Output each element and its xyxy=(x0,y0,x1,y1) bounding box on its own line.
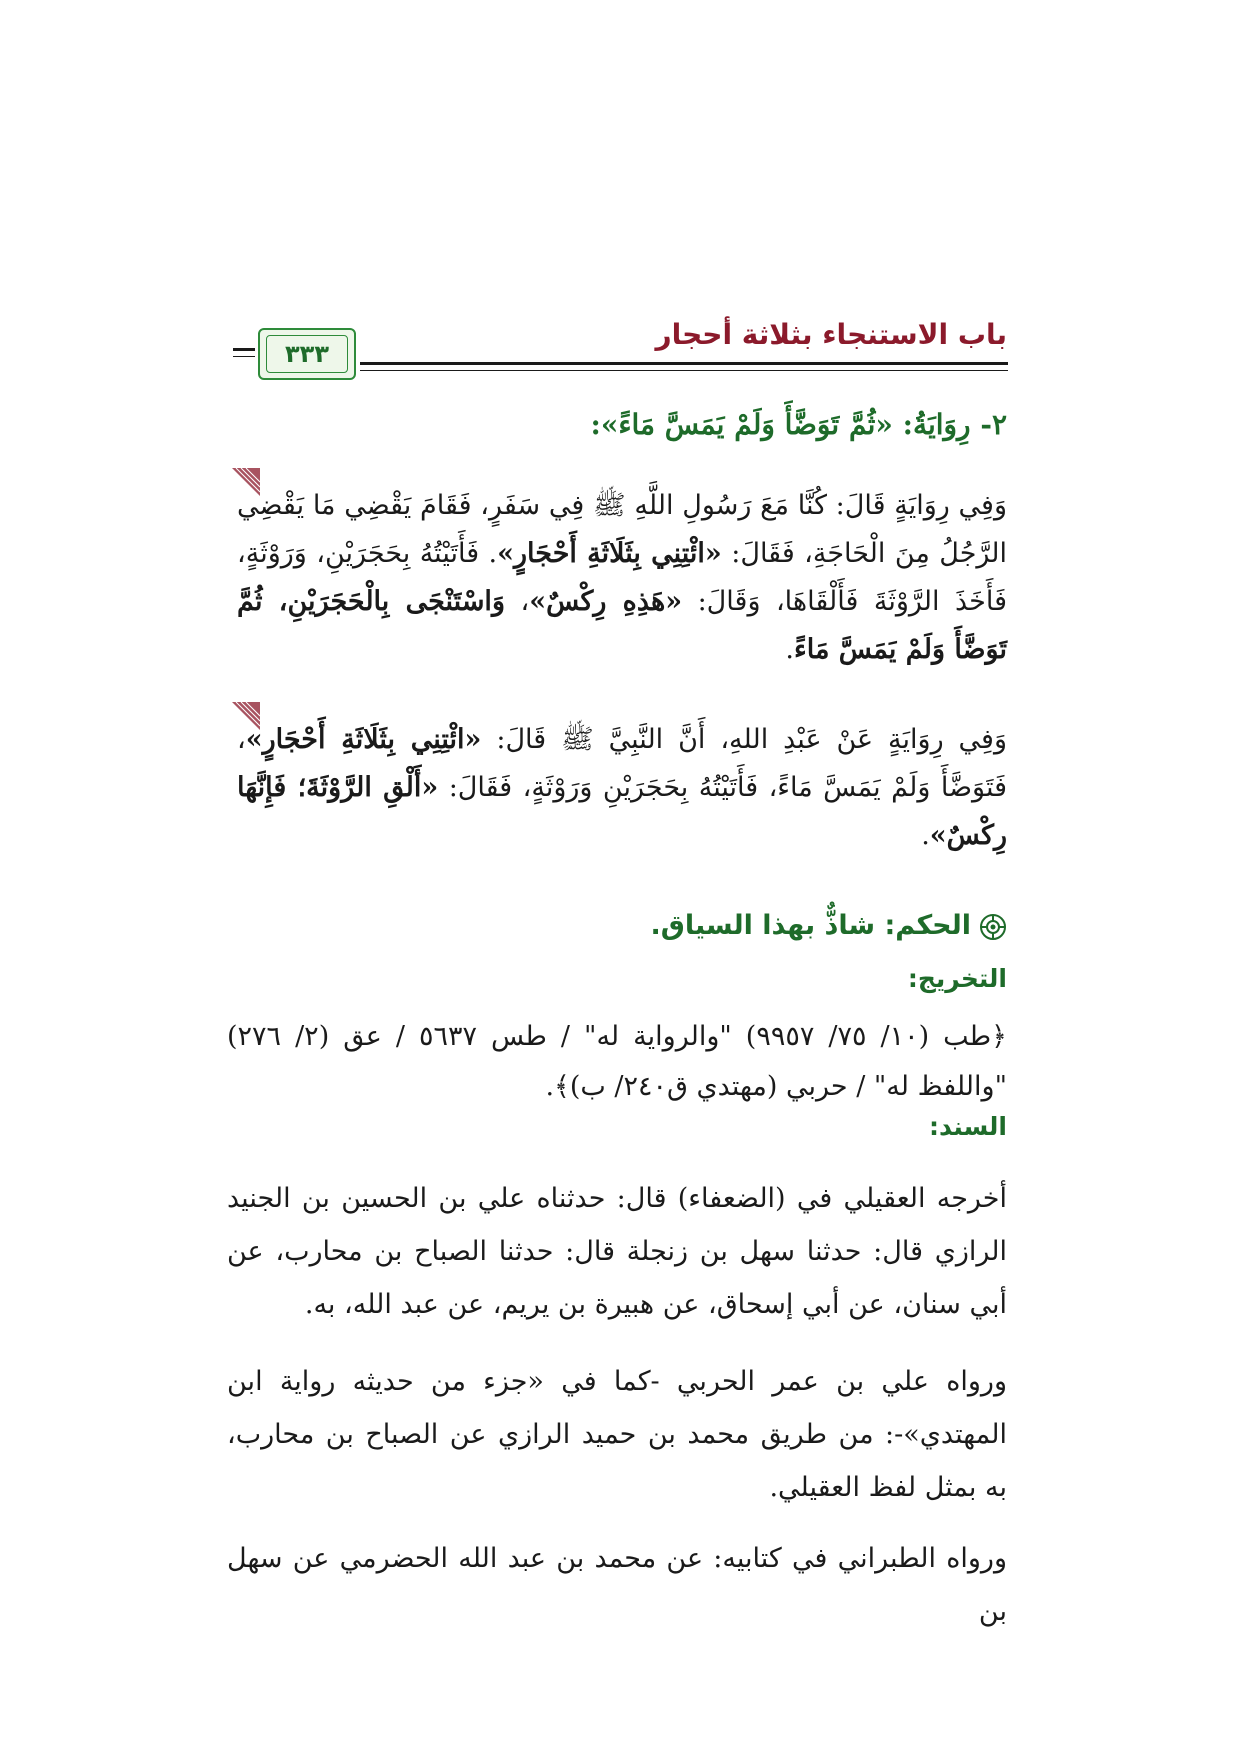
ruling-label: الحكم: xyxy=(884,910,971,941)
narration-1-bold-1: «ائْتِنِي بِثَلَاثَةِ أَحْجَارٍ» xyxy=(497,538,722,569)
header-rule-bottom-left xyxy=(233,356,255,357)
narration-1-text-1: وَفِي رِوَايَةٍ قَالَ: كُنَّا مَعَ رَسُولِ اللَّهِ ﷺ فِي سَفَرٍ، فَقَامَ يَقْضِي مَا يَقْضِي الرَّجُلُ مِنَ الْحَاجَةِ، فَقَالَ: xyxy=(237,490,1008,569)
header-rule-top-left xyxy=(233,348,255,351)
section-heading: ٢- رِوَايَةُ: «ثُمَّ تَوَضَّأَ وَلَمْ يَمَسَّ مَاءً»: xyxy=(590,408,1007,441)
narration-2-text-2: ، فَتَوَضَّأَ وَلَمْ يَمَسَّ مَاءً، فَأَتَيْتُهُ بِحَجَرَيْنِ وَرَوْثَةٍ، فَقَالَ: xyxy=(237,724,1007,803)
chapter-title: باب الاستنجاء بثلاثة أحجار xyxy=(655,318,1007,351)
narration-2 xyxy=(237,716,1007,860)
header-rule-top-right xyxy=(360,362,1008,365)
sanad-heading: السند: xyxy=(928,1112,1007,1141)
narration-2-text-1: وَفِي رِوَايَةٍ عَنْ عَبْدِ اللهِ، أَنَّ النَّبِيَّ ﷺ قَالَ: xyxy=(481,724,1007,755)
ruling-value: شاذٌّ بهذا السياق. xyxy=(650,910,876,941)
flower-ornament-icon xyxy=(979,913,1007,941)
narration-2-text-3: . xyxy=(921,820,930,851)
page-number: ٣٣٣ xyxy=(266,335,348,373)
narration-2-bold-2: «أَلْقِ الرَّوْثَةَ؛ فَإِنَّهَا رِكْسٌ» xyxy=(237,772,1007,851)
ruling-line xyxy=(650,910,1007,941)
narration-1-bold-3: وَاسْتَنْجَى بِالْحَجَرَيْنِ، ثُمَّ تَوَضَّأَ وَلَمْ يَمَسَّ مَاءً xyxy=(237,586,1007,665)
takhrij-text: ﴿طب (١٠/ ٧٥/ ٩٩٥٧) "والرواية له" / طس ٥٦٣٧ / عق (٢/ ٢٧٦) "واللفظ له" / حربي (مهتدي ق٢٤٠/ ب)﴾. xyxy=(227,1021,1007,1102)
narration-1-text-3: ، xyxy=(504,586,530,617)
narration-1-bold-2: «هَذِهِ رِكْسٌ» xyxy=(529,586,683,617)
sanad-paragraph-2: ورواه علي بن عمر الحربي -كما في «جزء من حديثه رواية ابن المهتدي»-: من طريق محمد بن حميد الرازي عن الصباح بن محارب، به بمثل لفظ العقيلي. xyxy=(227,1366,1007,1503)
sanad-paragraph-3: ورواه الطبراني في كتابيه: عن محمد بن عبد الله الحضرمي عن سهل بن xyxy=(227,1543,1007,1627)
header-rule-bottom-right xyxy=(360,370,1008,371)
narration-1-text-4: . xyxy=(785,634,795,665)
sanad-paragraph-1: أخرجه العقيلي في (الضعفاء) قال: حدثناه علي بن الحسين بن الجنيد الرازي قال: حدثنا سهل بن زنجلة قال: حدثنا الصباح بن محارب، عن أبي سنان، عن أبي إسحاق، عن هبيرة بن يريم، عن عبد الله، به. xyxy=(227,1183,1007,1320)
page-number-badge xyxy=(258,328,356,380)
takhrij-heading: التخريج: xyxy=(907,964,1007,993)
narration-2-bold-1: «ائْتِنِي بِثَلَاثَةِ أَحْجَارٍ» xyxy=(245,724,482,755)
narration-1 xyxy=(237,482,1007,674)
narration-1-text-2: . فَأَتَيْتُهُ بِحَجَرَيْنِ، وَرَوْثَةٍ، فَأَخَذَ الرَّوْثَةَ فَأَلْقَاهَا، وَقَالَ: xyxy=(237,538,1007,617)
